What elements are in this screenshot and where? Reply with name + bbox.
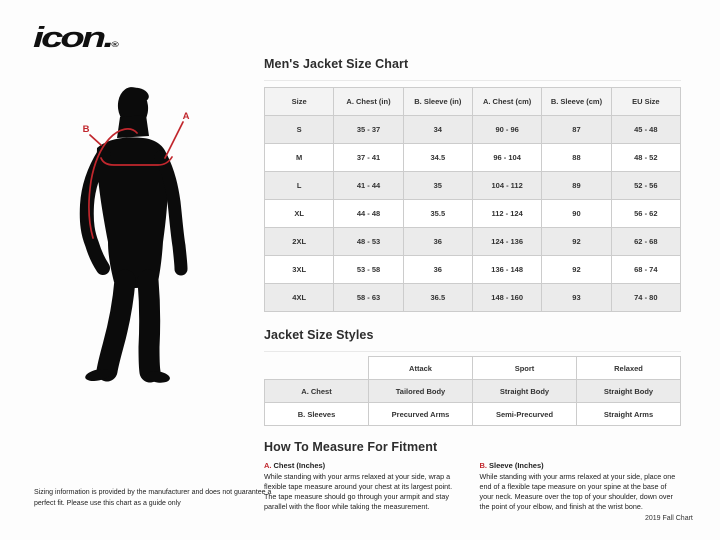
size-chart-table: [264, 87, 681, 312]
sizing-disclaimer: Sizing information is provided by the manufacturer and does not guarantee a perfect fit. Please use this chart as a guide only: [34, 489, 272, 507]
table-cell: 3XL: [265, 256, 334, 284]
icon-brand-logo: [33, 22, 119, 54]
label-a-pointer-line: [165, 122, 183, 158]
column-header: Sport: [473, 357, 577, 380]
column-header: Size: [265, 88, 334, 116]
table-cell: 136 - 148: [472, 256, 541, 284]
style-chart-title: Jacket Size Styles: [264, 328, 681, 352]
table-cell: 90 - 96: [472, 116, 541, 144]
table-cell: 92: [542, 228, 611, 256]
table-cell: 35.5: [403, 200, 472, 228]
table-cell: B. Sleeves: [265, 403, 369, 426]
logo-text: icon.: [33, 22, 112, 54]
chest-measure-instructions: While standing with your arms relaxed at your side, wrap a flexible tape measure around your chest at its largest point. The tape measure should go through your armpit and stay parallel with the floor while taking the measurement.: [264, 472, 453, 512]
column-header: A. Chest (cm): [472, 88, 541, 116]
table-cell: 36: [403, 256, 472, 284]
table-row: [265, 200, 681, 228]
table-cell: 37 - 41: [334, 144, 403, 172]
male-figure-silhouette: [55, 84, 240, 384]
table-cell: 34.5: [403, 144, 472, 172]
charts-column: [264, 57, 681, 512]
table-cell: Tailored Body: [369, 380, 473, 403]
table-row: [265, 256, 681, 284]
table-cell: 4XL: [265, 284, 334, 312]
table-row: [265, 380, 681, 403]
chart-version-label: 2019 Fall Chart: [645, 515, 693, 522]
table-cell: XL: [265, 200, 334, 228]
table-cell: 41 - 44: [334, 172, 403, 200]
column-header: A. Chest (in): [334, 88, 403, 116]
table-cell: Straight Body: [577, 380, 681, 403]
table-cell: Straight Body: [473, 380, 577, 403]
style-chart-table: [264, 356, 681, 426]
table-cell: M: [265, 144, 334, 172]
table-row: [265, 144, 681, 172]
table-cell: 87: [542, 116, 611, 144]
table-cell: 58 - 63: [334, 284, 403, 312]
table-cell: 93: [542, 284, 611, 312]
sleeve-measure-heading: [480, 461, 682, 470]
table-cell: Semi-Precurved: [473, 403, 577, 426]
table-row: [265, 172, 681, 200]
table-row: [265, 284, 681, 312]
table-cell: S: [265, 116, 334, 144]
table-cell: 44 - 48: [334, 200, 403, 228]
registered-trademark-icon: ®: [111, 41, 119, 50]
measure-section-sleeve: [480, 461, 682, 512]
table-cell: 92: [542, 256, 611, 284]
sleeve-label-letter: B.: [479, 461, 487, 470]
table-cell: 62 - 68: [611, 228, 680, 256]
table-cell: 36.5: [403, 284, 472, 312]
table-cell: 74 - 80: [611, 284, 680, 312]
table-cell: Straight Arms: [577, 403, 681, 426]
table-cell: 112 - 124: [472, 200, 541, 228]
table-cell: 88: [542, 144, 611, 172]
table-cell: 48 - 53: [334, 228, 403, 256]
label-b-pointer-line: [90, 135, 101, 145]
measure-instructions-container: [264, 461, 681, 512]
size-chart-title: Men's Jacket Size Chart: [264, 57, 681, 81]
table-row: [265, 228, 681, 256]
table-cell: A. Chest: [265, 380, 369, 403]
column-header: B. Sleeve (cm): [542, 88, 611, 116]
chest-label-text: Chest (Inches): [273, 461, 326, 470]
measure-label-a: A: [182, 111, 190, 122]
size-chart-header-row: [265, 88, 681, 116]
table-cell: Precurved Arms: [369, 403, 473, 426]
column-header: Attack: [369, 357, 473, 380]
silhouette-svg: [55, 84, 240, 384]
table-cell: 90: [542, 200, 611, 228]
sleeve-measure-instructions: While standing with your arms relaxed at your side, place one end of a flexible tape measure on your spine at the base of your neck. Measure over the top of your shoulder, down over the point of your elbow, and finish at the wrist bone.: [479, 472, 676, 512]
style-chart-header-row: [265, 357, 681, 380]
table-cell: 35: [403, 172, 472, 200]
table-cell: 2XL: [265, 228, 334, 256]
chest-measure-heading: [264, 461, 466, 470]
table-cell: 89: [542, 172, 611, 200]
table-cell: 45 - 48: [611, 116, 680, 144]
table-cell: 53 - 58: [334, 256, 403, 284]
table-cell: 148 - 160: [472, 284, 541, 312]
measure-section-chest: [264, 461, 466, 512]
table-cell: 124 - 136: [472, 228, 541, 256]
table-cell: 35 - 37: [334, 116, 403, 144]
chest-label-letter: A.: [264, 461, 272, 470]
table-cell: 104 - 112: [472, 172, 541, 200]
table-cell: 34: [403, 116, 472, 144]
column-header: Relaxed: [577, 357, 681, 380]
table-cell: 36: [403, 228, 472, 256]
measure-label-b: B: [82, 124, 90, 135]
table-cell: 56 - 62: [611, 200, 680, 228]
table-row: [265, 403, 681, 426]
table-row: [265, 116, 681, 144]
column-header: EU Size: [611, 88, 680, 116]
table-cell: 68 - 74: [611, 256, 680, 284]
table-cell: 96 - 104: [472, 144, 541, 172]
column-header: B. Sleeve (in): [403, 88, 472, 116]
how-to-measure-title: How To Measure For Fitment: [264, 440, 438, 454]
table-cell: L: [265, 172, 334, 200]
sleeve-label-text: Sleeve (Inches): [489, 461, 544, 470]
table-cell: 48 - 52: [611, 144, 680, 172]
table-cell: 52 - 56: [611, 172, 680, 200]
column-header: [265, 357, 369, 380]
